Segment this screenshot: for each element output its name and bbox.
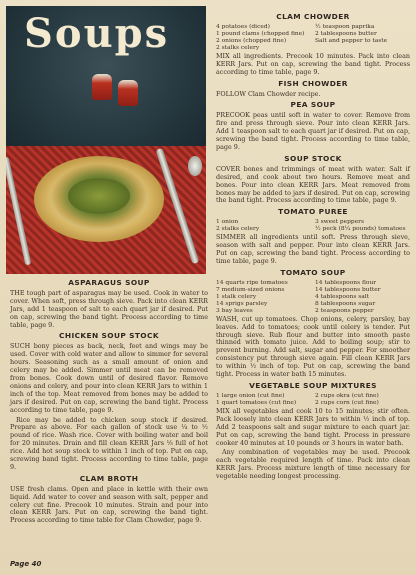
recipe-body: SUCH bony pieces as back, neck, feet and wings may be used. Cover with cold water and allow to simmer for several hours. Seasoning such as a small amount of onion and celery may be added. Simmer until meat can be removed from bones. Cook down until of desired flavor. Remove onions and celery, and pour into clean KERR Jars to within 1 inch of the top. Meat removed from bones may be added to jars if desired. Put on cap, screwing the band tight. Process according to time table, page 9. [10,342,208,414]
recipe-heading: FISH CHOWDER [278,78,348,88]
ingredient: 3 bay leaves [216,307,253,314]
recipe-pea-soup [216,101,410,151]
ingredient: 14 quarts ripe tomatoes [216,279,288,286]
soup-icon [68,178,130,214]
recipe-body: PRECOOK peas until soft in water to cover. Remove from fire and press through sieve. Pour into clean KERR Jars. Add 1 teaspoon salt to each quart jar if desired. Put on cap, screwing the band tight. Process according to time table, page 9. [216,111,410,151]
ingredient [315,45,410,52]
ingredient-list [216,280,410,315]
ingredient: 3 sweet peppers [315,219,365,226]
recipe-body: SIMMER all ingredients until soft. Press through sieve, season with salt and pepper. Pour into clean KERR Jars. Put on cap, screwing the band tight. Process according to time table, page 9. [216,233,410,265]
ingredient: 2 onions (chopped fine) [216,37,287,44]
ingredient: 1 quart tomatoes (cut fine) [216,399,297,406]
spoon-icon [188,156,202,176]
recipe-heading: CLAM CHOWDER [276,12,350,21]
recipe-heading: TOMATO SOUP [280,267,346,277]
salt-shaker-icon [92,74,112,100]
recipe-heading: PEA SOUP [290,100,336,110]
right-column [216,10,410,483]
ingredient: Salt and pepper to taste [315,37,388,44]
recipe-body: THE tough part of asparagus may be used. Cook in water to cover. When soft, press through sieve. Pack into clean KERR Jars, add 1 teaspoon of salt to each quart jar if desired. Put on cap, screwing the band tight. Process according to time table, page 9. [10,288,208,329]
recipe-clam-broth [10,475,208,525]
recipe-body: MIX all ingredients. Precook 10 minutes. Pack into clean KERR Jars. Put on cap, screwing the band tight. Process according to time table, page 9. [216,51,410,76]
recipe-body: Any combination of vegetables may be used. Precook each vegetable required length of time. Pack into clean KERR Jars. Process mixture length of time necessary for vegetable needing longest processing. [216,448,410,481]
ingredient: 14 sprigs parsley [216,300,268,307]
ingredient: 2 tablespoons butter [315,30,377,37]
ingredient: 1 stalk celery [216,293,257,300]
ingredient: 4 tablespoons salt [315,293,370,300]
ingredient-list [216,393,410,407]
recipe-body: COVER bones and trimmings of meat with water. Salt if desired, and cook about two hours. Remove meat and bones. Pour into clean KERR Jars. Meat removed from bones may be added to jars if desired. Put on cap, screwing the band tight. Process according to time table, page 9. [216,164,410,205]
ingredient: 2 cups okra (cut fine) [315,392,379,399]
recipe-vegetable-soup-mixtures [216,382,410,481]
recipe-tomato-puree [216,208,410,266]
recipe-chicken-soup-stock [10,332,208,471]
ingredient: ½ peck (8¼ pounds) tomatoes [315,226,406,233]
recipe-heading: CHICKEN SOUP STOCK [59,331,159,341]
page-title: Soups [24,10,170,57]
recipe-heading: SOUP STOCK [284,153,342,163]
recipe-body: MIX all vegetables and cook 10 to 15 minutes; stir often. Pack loosely into clean KERR Jars to within ½ inch of top. Add 2 teaspoons salt and sugar mixture to each quart jar. Put on cap, screwing the band tight. Process in pressure cooker 40 minutes at 10 pounds or 3 hours in water bath. [216,406,410,447]
recipe-asparagus-soup [10,279,208,329]
ingredient: 8 tablespoons sugar [315,300,376,307]
ingredient: 2 teaspoons pepper [315,307,374,314]
ingredient: 1 large onion (cut fine) [216,392,285,399]
recipe-heading: TOMATO PUREE [278,207,348,217]
recipe-heading: CLAM BROTH [79,473,139,483]
recipe-soup-stock [216,155,410,205]
ingredient: 14 tablespoons butter [315,286,381,293]
ingredient: 2 stalks celery [216,226,260,233]
ingredient-list [216,24,410,52]
recipe-clam-chowder [216,13,410,77]
ingredient: 14 tablespoons flour [315,279,377,286]
ingredient: 4 potatoes (diced) [216,23,270,30]
ingredient: 2 stalks celery [216,44,260,51]
ingredient: 1 pound clams (chopped fine) [216,30,305,37]
soup-photo [6,6,206,274]
ingredient: ½ teaspoon paprika [315,23,375,30]
recipe-fish-chowder [216,80,410,99]
recipe-heading: ASPARAGUS SOUP [68,278,150,287]
recipe-tomato-soup [216,269,410,379]
recipe-body: FOLLOW Clam Chowder recipe. [216,89,321,98]
pepper-shaker-icon [118,80,138,106]
ingredient: 7 medium-sized onions [216,286,285,293]
ingredient: 1 onion [216,219,239,226]
recipe-body: Rice may be added to chicken soup stock if desired. Prepare as above. For each gallon of stock use ¼ to ½ pound of rice. Wash rice. Cover with boiling water and boil for 20 minutes. Drain and fill clean KERR Jars ⅓ full of hot rice. Add hot soup stock to within 1 inch of top. Put on cap, screwing band tight. Process according to time table, page 9. [10,415,208,471]
ingredient: 2 cups corn (cut fine) [315,399,379,406]
recipe-heading: VEGETABLE SOUP MIXTURES [249,381,377,390]
ingredient-list [216,219,410,233]
recipe-body: WASH, cut up tomatoes. Chop onions, celery, parsley, bay leaves. Add to tomatoes; cook until celery is tender. Put through sieve. Rub flour and butter into smooth paste thinned with tomato juice. Add to boiling soup; stir to prevent burning. Add salt, sugar and pepper. For smoother consistency put through sieve again. Fill clean KERR Jars to within ½ inch of top. Put on cap, screwing the band tight. Process in water bath 15 minutes. [216,314,410,379]
left-column [10,276,208,527]
recipe-body: USE fresh clams. Open and place in kettle with their own liquid. Add water to cover and season with salt, pepper and celery cut fine. Precook 10 minutes. Strain and pour into clean KERR Jars. Put on cap, screwing the band tight. Process according to time table for Clam Chowder, page 9. [10,484,208,525]
page-number: Page 40 [10,560,42,568]
